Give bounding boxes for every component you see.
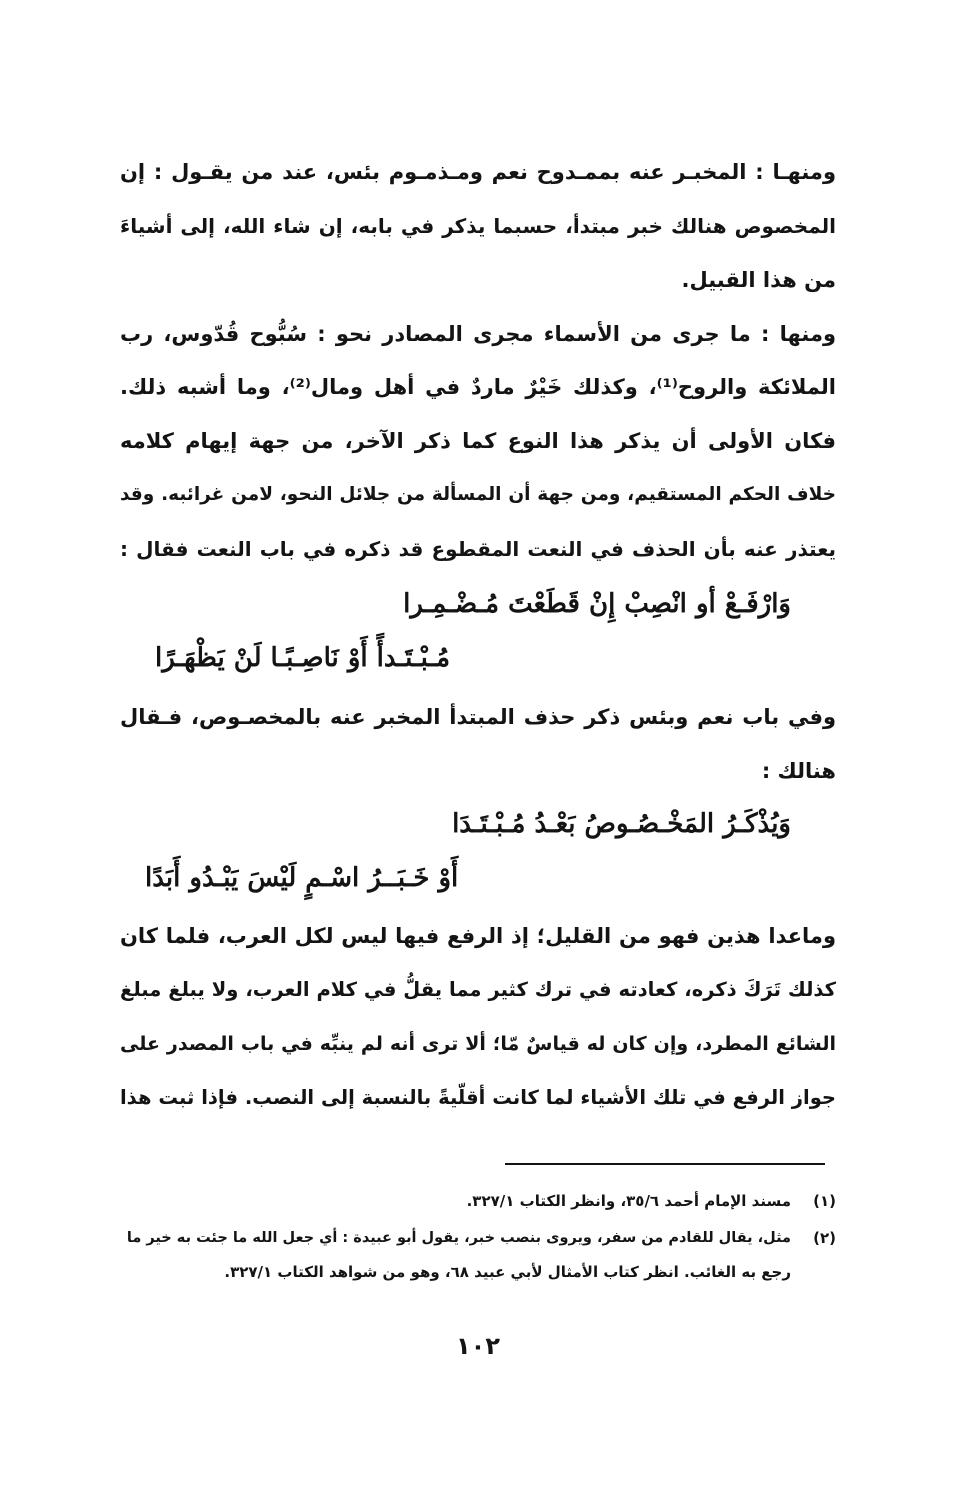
footnote-2-text-line-2: رجع به الغائب. انظر كتاب الأمثال لأبي عبيد ٦٨، وهو من شواهد الكتاب ٣٢٧/١. xyxy=(224,1263,791,1281)
body-line-10: هنالك : xyxy=(761,759,836,783)
body-line-9: وفي باب نعم وبئس ذكر حذف المبتدأ المخبر عنه بالمخصـوص، فـقال xyxy=(120,705,836,729)
body-line-1: ومنهـا : المخبـر عنه بممـدوح نعم ومـذمـوم بئس، عند من يقـول : إن xyxy=(120,160,836,184)
footnote-1-number: (١) xyxy=(813,1192,836,1210)
body-line-13: الشائع المطرد، وإن كان له قياسٌ مّا؛ ألا ترى أنه لم ينبِّه في باب المصدر على xyxy=(120,1033,836,1055)
body-line-7: خلاف الحكم المستقيم، ومن جهة أن المسألة من جلائل النحو، لامن غرائبه. وقد xyxy=(120,484,836,505)
verse-line-3: وَيُذْكَـرُ المَخْـصُـوصُ بَعْـدُ مُـبْـتَـدَا xyxy=(452,809,791,839)
verse-line-4: أَوْ خَـبَــرُ اسْـمٍ لَيْسَ يَبْـدُو أَبَدًا xyxy=(145,863,459,893)
body-line-12: كذلك تَرَكَ ذكره، كعادته في ترك كثير مما يقلُّ في كلام العرب، ولا يبلغ مبلغ xyxy=(120,978,836,1001)
body-line-8: يعتذر عنه بأن الحذف في النعت المقطوع قد ذكره في باب النعت فقال : xyxy=(120,537,836,561)
body-line-4: ومنها : ما جرى من الأسماء مجرى المصادر نحو : سُبُّوح قُدّوس، رب xyxy=(120,322,836,346)
body-line-5: الملائكة والروح⁽¹⁾، وكذلك خَيْرٌ ماردٌ في أهل ومال⁽²⁾، وما أشبه ذلك. xyxy=(120,375,836,399)
body-line-14: جواز الرفع في تلك الأشياء لما كانت أقلّيةً بالنسبة إلى النصب. فإذا ثبت هذا xyxy=(120,1086,836,1109)
body-line-3: من هذا القبيل. xyxy=(681,268,836,292)
footnote-1-text: مسند الإمام أحمد ٣٥/٦، وانظر الكتاب ٣٢٧/١. xyxy=(466,1192,791,1210)
footnote-separator xyxy=(505,1163,825,1165)
verse-line-1: وَارْفَـعْ أو انْصِبْ إِنْ قَطَعْتَ مُـضْـمِـرا xyxy=(403,589,791,619)
page-number: ١٠٢ xyxy=(456,1332,500,1360)
body-line-2: المخصوص هنالك خبر مبتدأ، حسبما يذكر في بابه، إن شاء الله، إلى أشياءَ xyxy=(120,214,836,238)
footnote-2-number: (٢) xyxy=(813,1229,836,1247)
verse-line-2: مُـبْـتَـدأً أَوْ نَاصِـبًـا لَنْ يَظْهَـرًا xyxy=(155,643,451,673)
body-line-11: وماعدا هذين فهو من القليل؛ إذ الرفع فيها ليس لكل العرب، فلما كان xyxy=(120,924,836,948)
footnote-2-text-line-1: مثل، يقال للقادم من سفر، ويروى بنصب خبر، يقول أبو عبيدة : أي جعل الله ما جئت به خير ما xyxy=(126,1230,791,1246)
body-line-6: فكان الأولى أن يذكر هذا النوع كما ذكر الآخر، من جهة إيهام كلامه xyxy=(120,429,836,453)
